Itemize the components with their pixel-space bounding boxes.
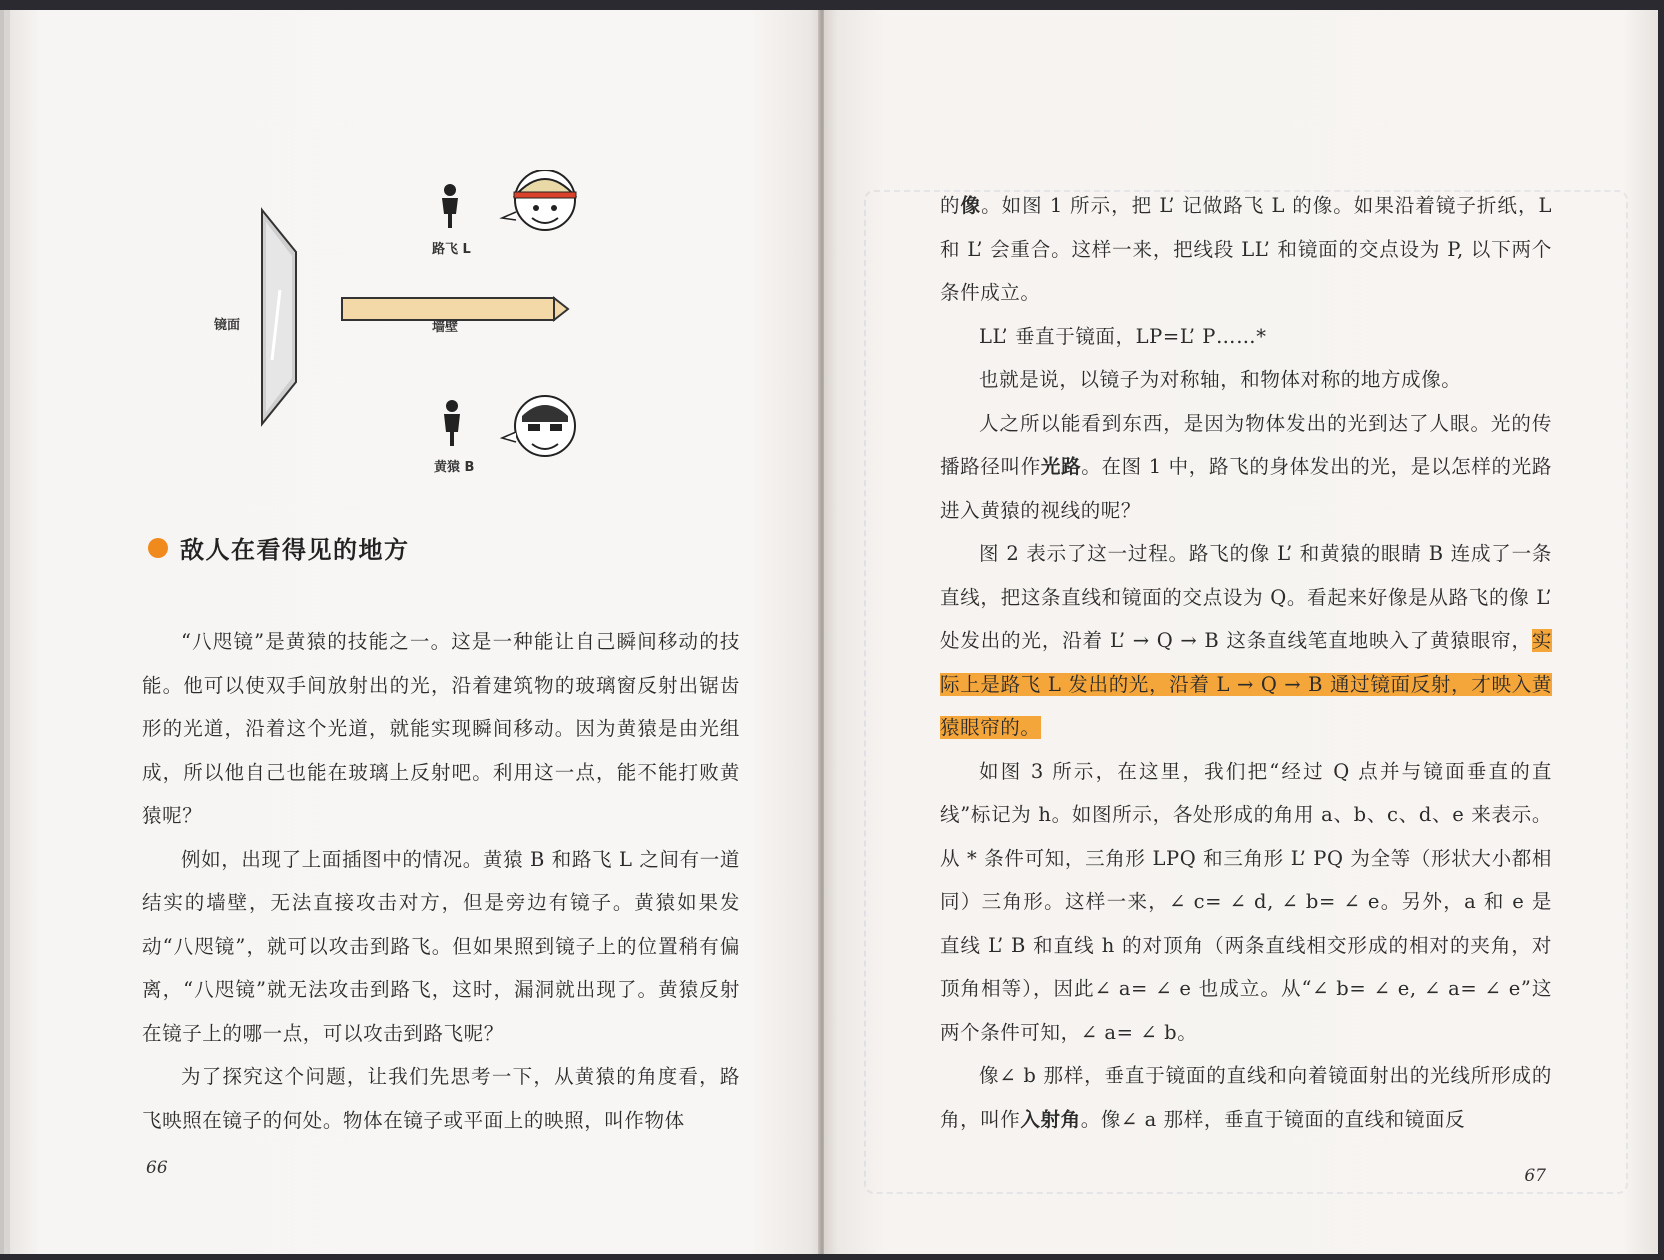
right-body-text <box>940 184 1552 1141</box>
kizaru-face-icon <box>502 396 575 456</box>
left-paragraph-3: 为了探究这个问题，让我们先思考一下，从黄猿的角度看，路飞映照在镜子的何处。物体在镜子或平面上的映照，叫作物体 <box>142 1065 740 1132</box>
term-image: 像 <box>960 194 982 217</box>
mirror-label: 镜面 <box>214 318 241 333</box>
left-paragraph-1: “八咫镜”是黄猿的技能之一。这是一种能让自己瞬间移动的技能。他可以使双手间放射出的光，沿着建筑物的玻璃窗反射出锯齿形的光道，沿着这个光道，就能实现瞬间移动。因为黄猿是由光组成，所以他自己也能在玻璃上反射吧。利用这一点，能不能打败黄猿呢？ <box>142 630 740 827</box>
luffy-label: 路飞 L <box>432 242 471 257</box>
kizaru-label: 黄猿 B <box>434 460 475 475</box>
mirror-diagram <box>210 170 630 490</box>
wall-label: 墙壁 <box>432 320 459 335</box>
right-paragraph-3: 也就是说，以镜子为对称轴，和物体对称的地方成像。 <box>979 368 1462 391</box>
left-paragraph-2: 例如，出现了上面插图中的情况。黄猿 B 和路飞 L 之间有一道结实的墙壁，无法直接攻击对方，但是旁边有镜子。黄猿如果发动“八咫镜”，就可以攻击到路飞。但如果照到镜子上的位置稍有偏离，“八咫镜”就无法攻击到路飞，这时，漏洞就出现了。黄猿反射在镜子上的哪一点，可以攻击到路飞呢？ <box>142 847 740 1045</box>
luffy-figure-icon <box>442 184 458 228</box>
right-paragraph-1: 的像。如图 1 所示，把 L’ 记做路飞 L 的像。如果沿着镜子折纸，L 和 L’ 会重合。这样一来，把线段 LL’ 和镜面的交点设为 P, 以下两个条件成立。 <box>940 194 1553 304</box>
left-page <box>10 10 822 1254</box>
right-paragraph-5: 图 2 表示了这一过程。路飞的像 L’ 和黄猿的眼睛 B 连成了一条直线，把这条直线和镜面的交点设为 Q。看起来好像是从路飞的像 L’ 处发出的光，沿着 L’ → Q → B 这条直线笔直地映入了黄猿眼帘，实际上是路飞 L 发出的光，沿着 L → Q → B 通过镜面反射，才映入黄猿眼帘的。 <box>940 542 1552 739</box>
term-light-path: 光路 <box>1040 455 1082 478</box>
section-heading <box>148 530 410 565</box>
page-number-left: 66 <box>146 1158 168 1178</box>
luffy-face-icon <box>502 170 576 230</box>
left-body-text <box>142 620 740 1142</box>
right-paragraph-6: 如图 3 所示，在这里，我们把“经过 Q 点并与镜面垂直的直线”标记为 h。如图所示，各处形成的角用 a、b、c、d、e 来表示。从 * 条件可知，三角形 LPQ 和三角形 L’ PQ 为全等（形状大小都相同）三角形。这样一来，∠ c= ∠ d, ∠ b= ∠ e。另外，a 和 e 是直线 L’ B 和直线 h 的对顶角（两条直线相交形成的相对的夹角，对顶角相等），因此∠ a= ∠ e 也成立。从“∠ b= ∠ e, ∠ a= ∠ e”这两个条件可知，∠ a= ∠ b。 <box>940 759 1552 1044</box>
section-heading-text: 敌人在看得见的地方 <box>180 536 410 564</box>
page-number-right: 67 <box>1524 1166 1546 1186</box>
orange-dot-icon <box>148 538 168 558</box>
right-paragraph-4: 人之所以能看到东西，是因为物体发出的光到达了人眼。光的传播路径叫作光路。在图 1 中，路飞的身体发出的光，是以怎样的光路进入黄猿的视线的呢？ <box>940 411 1552 522</box>
mirror-figure <box>210 170 630 490</box>
highlighted-sentence: 实际上是路飞 L 发出的光，沿着 L → Q → B 通过镜面反射，才映入黄猿眼帘的。 <box>940 629 1552 739</box>
right-paragraph-7: 像∠ b 那样，垂直于镜面的直线和向着镜面射出的光线所形成的角，叫作入射角。像∠ a 那样，垂直于镜面的直线和镜面反 <box>940 1064 1552 1131</box>
right-page <box>824 10 1658 1254</box>
term-incidence-angle: 入射角 <box>1020 1107 1081 1131</box>
right-paragraph-2-formula: LL’ 垂直于镜面，LP=L’ P……* <box>979 324 1267 348</box>
kizaru-figure-icon <box>444 400 460 446</box>
